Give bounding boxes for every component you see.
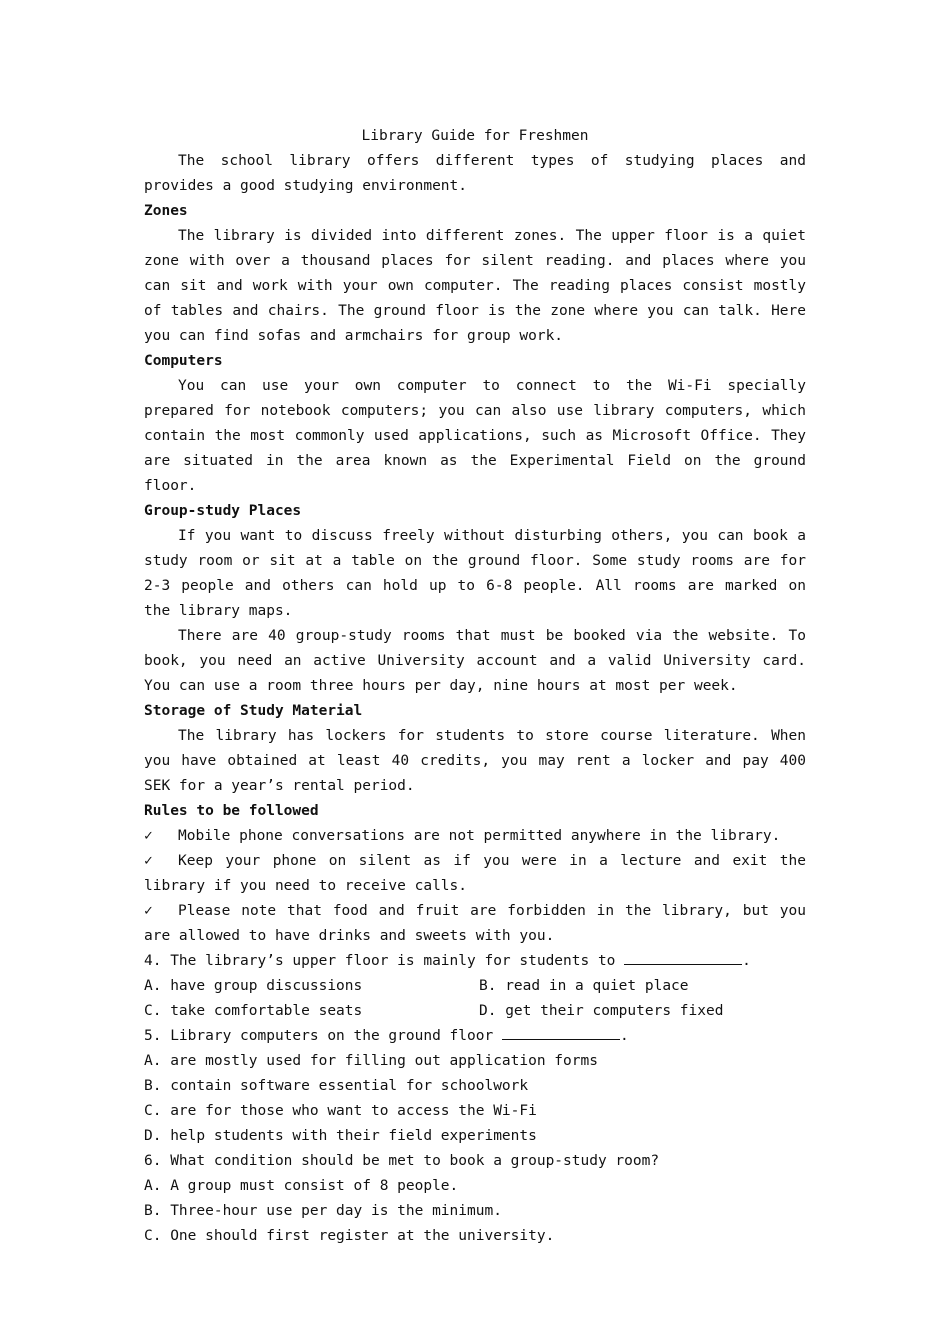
checkmark-icon: ✓	[144, 853, 153, 869]
question-4-stem: 4. The library’s upper floor is mainly for students to	[144, 953, 616, 969]
option-c: C. take comfortable seats	[144, 1003, 363, 1019]
option-d: D. get their computers fixed	[479, 1003, 724, 1019]
storage-paragraph: The library has lockers for students to store course literature. When you have obtained at least 40 credits, you may rent a locker and pay 400 SEK for a year’s rental period.	[144, 728, 806, 794]
rule-item	[144, 849, 806, 899]
group-study-paragraph-1: If you want to discuss freely without disturbing others, you can book a study room or sit at a table on the ground floor. Some study rooms are for 2-3 people and others can hold up to 6-8 people. All rooms are marked on the library maps.	[144, 528, 806, 619]
intro-paragraph: The school library offers different types of studying places and provides a good studying environment.	[144, 153, 806, 194]
zones-paragraph: The library is divided into different zones. The upper floor is a quiet zone with over a thousand places for silent reading. and places where you can sit and work with your own computer. The reading places consist mostly of tables and chairs. The ground floor is the zone where you can talk. Here you can find sofas and armchairs for group work.	[144, 228, 806, 344]
rule-item	[144, 899, 806, 949]
answer-blank	[624, 950, 742, 965]
option-b: B. Three-hour use per day is the minimum.	[144, 1203, 502, 1219]
question-6: 6. What condition should be met to book a group-study room?	[144, 1153, 660, 1169]
option-b: B. contain software essential for schoolwork	[144, 1078, 529, 1094]
computers-heading: Computers	[144, 353, 223, 369]
document-page	[144, 124, 806, 1249]
option-a: A. A group must consist of 8 people.	[144, 1178, 459, 1194]
option-c: C. are for those who want to access the Wi-Fi	[144, 1103, 537, 1119]
rule-item	[144, 824, 806, 849]
option-c: C. One should first register at the university.	[144, 1228, 555, 1244]
computers-paragraph: You can use your own computer to connect to the Wi-Fi specially prepared for notebook computers; you can also use library computers, which contain the most commonly used applications, such as Microsoft Office. They are situated in the area known as the Experimental Field on the ground floor.	[144, 378, 806, 494]
checkmark-icon: ✓	[144, 903, 153, 919]
rule-text: Please note that food and fruit are forbidden in the library, but you are allowed to have drinks and sweets with you.	[144, 903, 806, 944]
group-study-paragraph-2: There are 40 group-study rooms that must be booked via the website. To book, you need an active University account and a valid University card. You can use a room three hours per day, nine hours at most per week.	[144, 628, 806, 694]
checkmark-icon: ✓	[144, 828, 153, 844]
question-5-stem: 5. Library computers on the ground floor	[144, 1028, 494, 1044]
rules-heading: Rules to be followed	[144, 803, 319, 819]
rule-text: Keep your phone on silent as if you were in a lecture and exit the library if you need to receive calls.	[144, 853, 806, 894]
option-a: A. are mostly used for filling out application forms	[144, 1053, 598, 1069]
zones-heading: Zones	[144, 203, 188, 219]
answer-blank	[502, 1025, 620, 1040]
question-4-options-row-2	[144, 999, 806, 1024]
storage-heading: Storage of Study Material	[144, 703, 363, 719]
option-d: D. help students with their field experiments	[144, 1128, 537, 1144]
option-b: B. read in a quiet place	[479, 978, 689, 994]
question-5: 5. Library computers on the ground floor .	[144, 1024, 806, 1049]
option-a: A. have group discussions	[144, 978, 363, 994]
question-4-options-row-1	[144, 974, 806, 999]
rule-text: Mobile phone conversations are not permitted anywhere in the library.	[178, 828, 781, 844]
group-study-heading: Group-study Places	[144, 503, 302, 519]
page-title: Library Guide for Freshmen	[361, 128, 589, 144]
question-4: 4. The library’s upper floor is mainly for students to .	[144, 949, 806, 974]
